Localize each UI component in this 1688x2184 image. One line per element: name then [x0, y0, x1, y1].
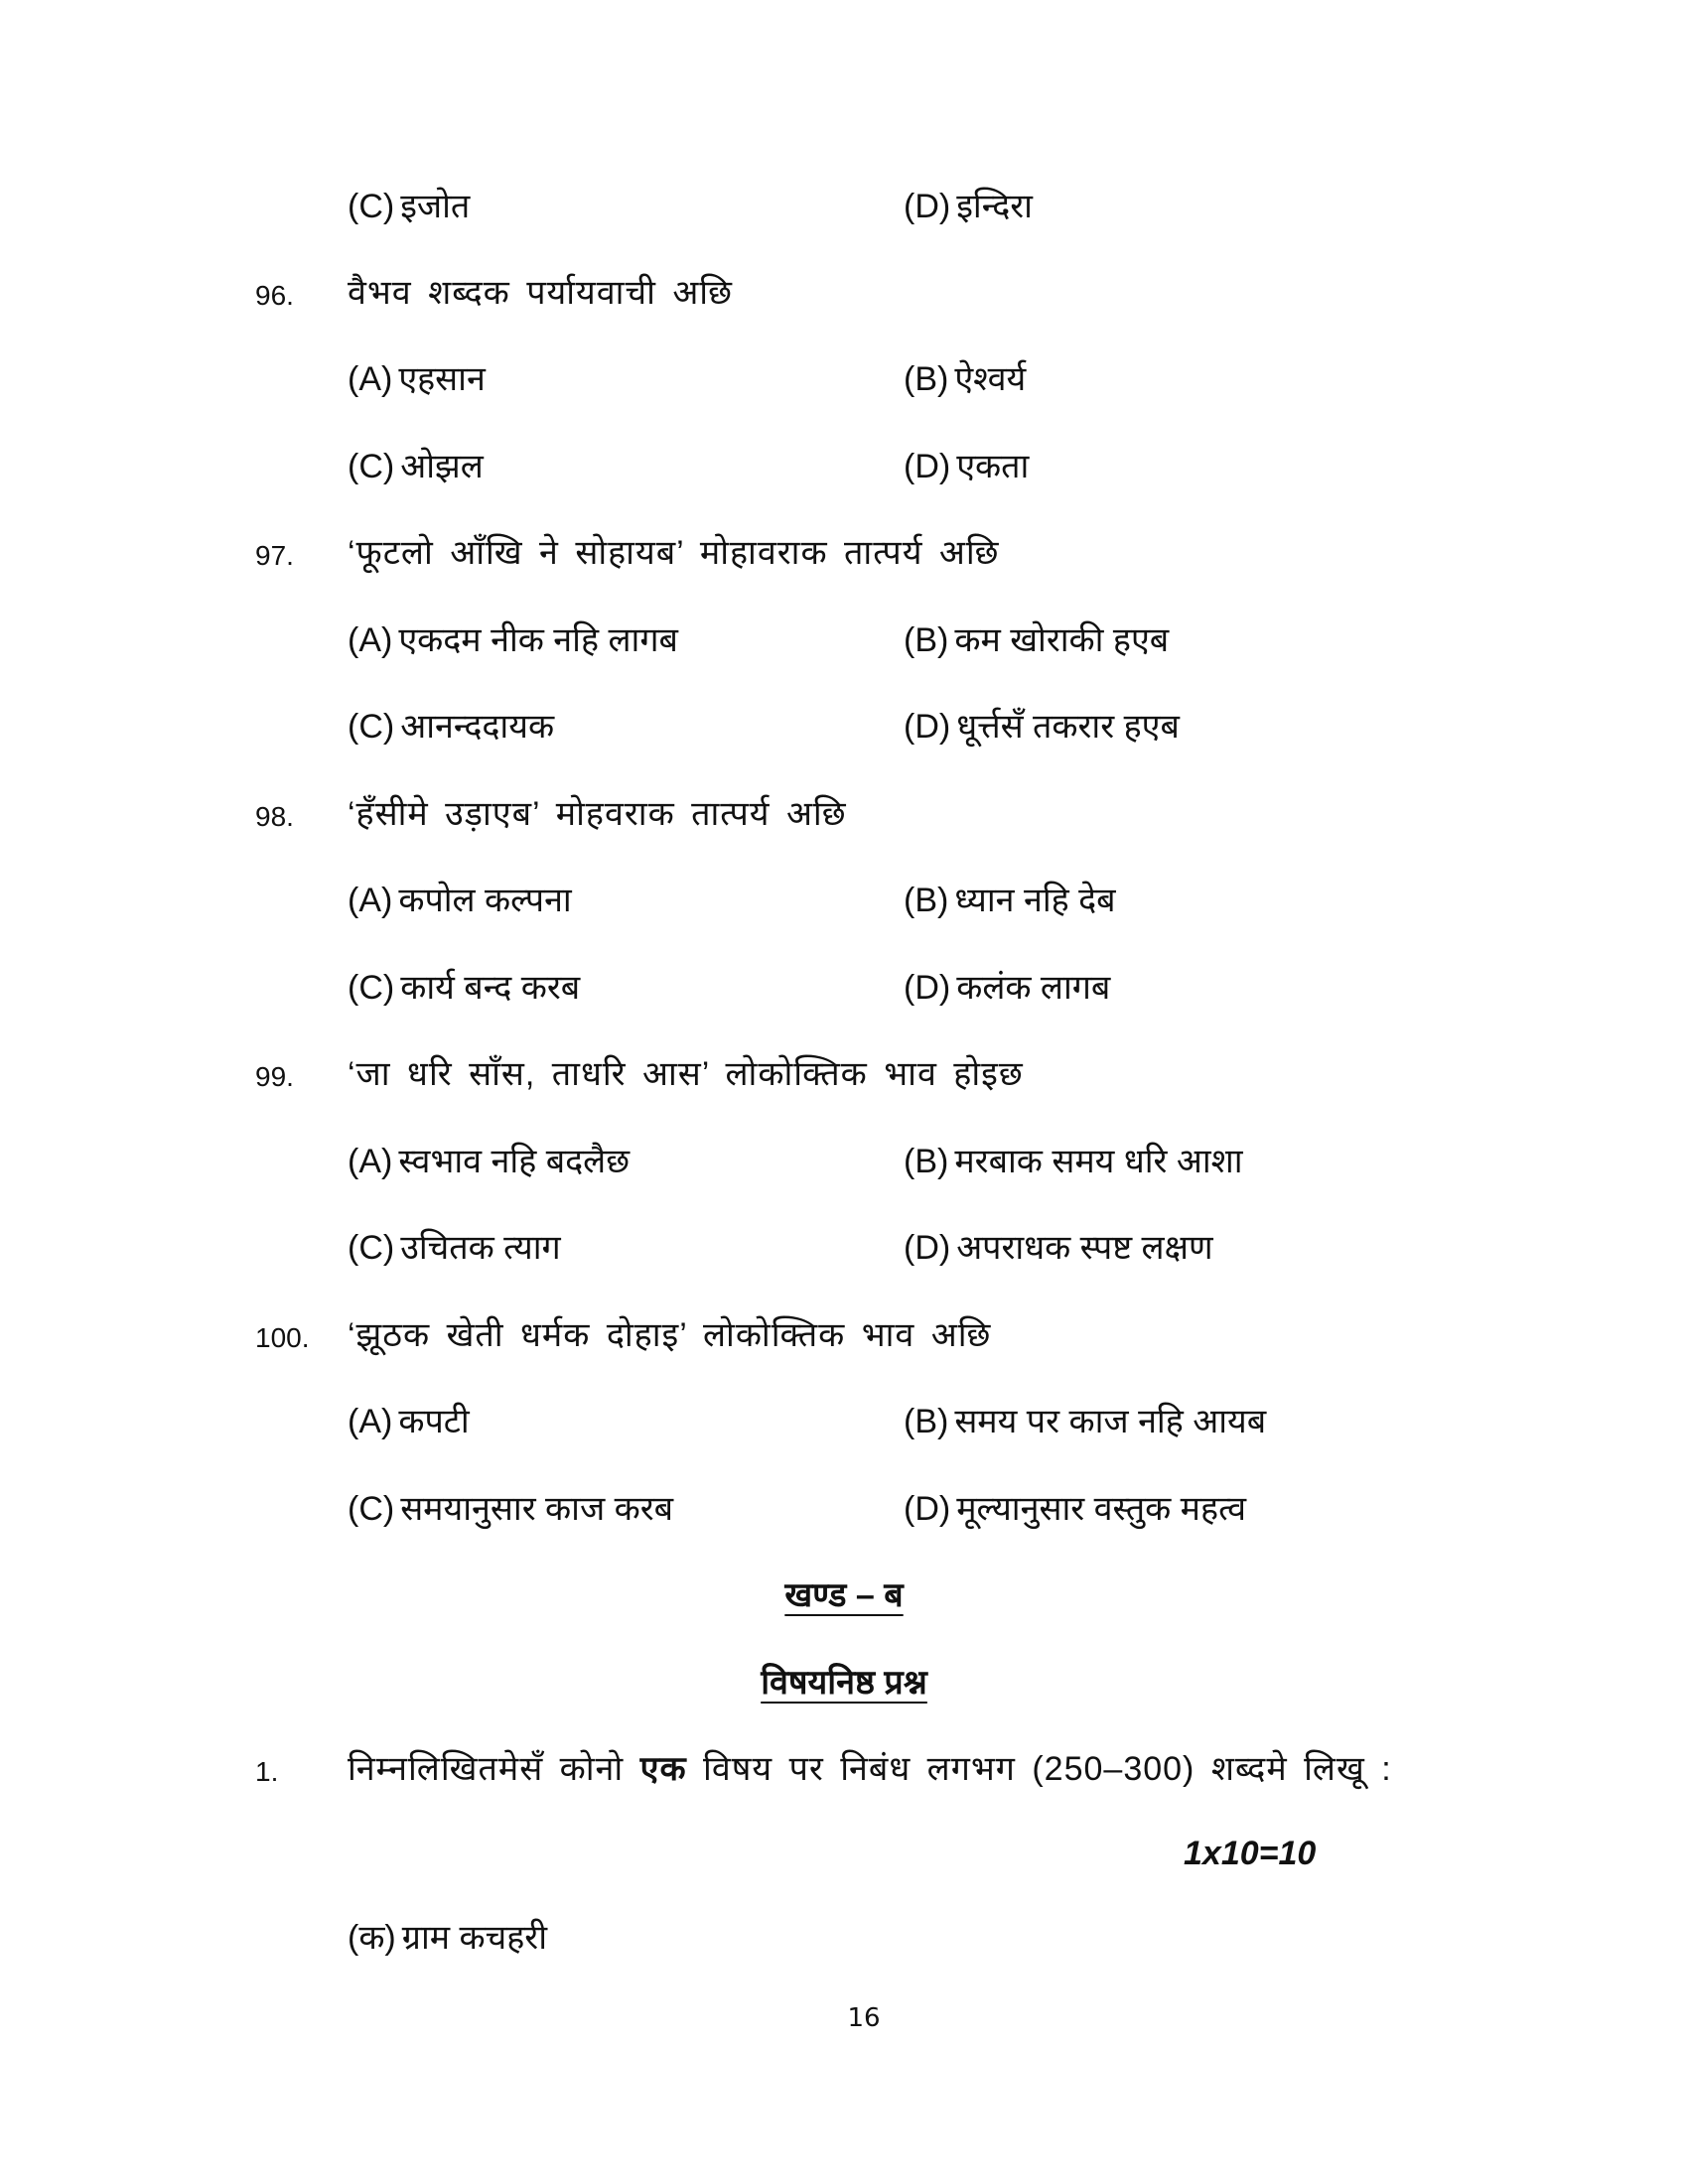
question-number: 97.: [255, 540, 294, 571]
option-text: कपोल कल्पना: [398, 882, 572, 919]
question-number: 96.: [255, 280, 294, 311]
option-a: [348, 879, 572, 922]
option-text: अपराधक स्पष्ट लक्षण: [956, 1229, 1213, 1267]
option-label: (C): [348, 1490, 395, 1528]
option-text: एकदम नीक नहि लागब: [398, 621, 678, 659]
option-text: एहसान: [398, 360, 486, 398]
option-text: मरबाक समय धरि आशा: [954, 1143, 1243, 1180]
option-label: (B): [904, 882, 949, 919]
essay-option: [348, 1916, 547, 1960]
option-b: [904, 618, 1169, 662]
option-label: (A): [348, 1143, 393, 1180]
option-c: [348, 445, 484, 488]
option-text: इन्दिरा: [956, 188, 1033, 225]
option-label: (C): [348, 1229, 395, 1267]
question-text-part: निम्नलिखितमेसँ कोनो: [348, 1750, 640, 1788]
option-label: (C): [348, 448, 395, 485]
option-label: (D): [904, 969, 951, 1007]
option-text: समयानुसार काज करब: [400, 1490, 674, 1528]
option-label: (A): [348, 621, 393, 659]
option-label: (D): [904, 188, 951, 225]
section-subtitle: [0, 1661, 1688, 1705]
option-text: स्वभाव नहि बदलैछ: [398, 1143, 631, 1180]
option-c: [348, 1487, 673, 1531]
option-a: [348, 618, 678, 662]
section-title: [0, 1573, 1688, 1617]
question-text-part: विषय पर निबंध लगभग (250–300) शब्दमे लिखू :: [686, 1750, 1392, 1788]
option-text: ओझल: [400, 448, 484, 485]
option-label: (C): [348, 708, 395, 746]
question-text: वैभव शब्दक पर्यायवाची अछि: [348, 274, 733, 312]
option-text: कार्य बन्द करब: [400, 969, 581, 1007]
option-text: उचितक त्याग: [400, 1229, 561, 1267]
option-d: [904, 705, 1180, 749]
marks-label: 1x10=10: [1184, 1835, 1317, 1872]
question-number: 99.: [255, 1061, 294, 1092]
option-text: आनन्ददायक: [400, 708, 555, 746]
option-text: ग्राम कचहरी: [401, 1919, 547, 1957]
question-number: 1.: [255, 1756, 279, 1787]
option-text: ऐश्वर्य: [954, 360, 1027, 398]
option-text: कपटी: [398, 1403, 470, 1440]
question-text: ‘फूटलो आँखि ने सोहायब’ मोहावराक तात्पर्य अछि: [348, 534, 1000, 572]
option-text: इजोत: [400, 188, 471, 225]
option-label: (A): [348, 1403, 393, 1440]
option-b: [904, 1140, 1243, 1183]
option-label: (B): [904, 621, 949, 659]
option-label: (D): [904, 1490, 951, 1528]
option-text: ध्यान नहि देब: [954, 882, 1116, 919]
page-number: 16: [847, 2003, 881, 2033]
question-text: ‘जा धरि साँस, ताधरि आस’ लोकोक्तिक भाव होइछ: [348, 1055, 1024, 1093]
option-label: (B): [904, 1143, 949, 1180]
question-text: ‘हँसीमे उड़ाएब’ मोहवराक तात्पर्य अछि: [348, 795, 847, 833]
option-c-prev: [348, 185, 470, 228]
question-number: 98.: [255, 801, 294, 832]
option-label: (B): [904, 360, 949, 398]
option-c: [348, 966, 580, 1010]
option-b: [904, 1400, 1266, 1443]
question-text: [348, 1747, 1392, 1791]
option-b: [904, 357, 1026, 401]
question-text: ‘झूठक खेती धर्मक दोहाइ’ लोकोक्तिक भाव अछि: [348, 1316, 992, 1354]
option-label: (A): [348, 882, 393, 919]
option-c: [348, 1226, 561, 1270]
section-title-text: खण्ड – ब: [784, 1576, 904, 1614]
question-number: 100.: [255, 1322, 310, 1353]
option-label: (D): [904, 1229, 951, 1267]
option-text: एकता: [956, 448, 1030, 485]
option-text: कम खोराकी हएब: [954, 621, 1170, 659]
option-a: [348, 357, 486, 401]
option-c: [348, 705, 554, 749]
option-label: (क): [348, 1919, 396, 1957]
option-d-prev: [904, 185, 1033, 228]
question-text-emphasis: एक: [639, 1750, 687, 1788]
option-d: [904, 1487, 1246, 1531]
option-d: [904, 1226, 1213, 1270]
option-text: समय पर काज नहि आयब: [954, 1403, 1267, 1440]
option-d: [904, 966, 1110, 1010]
option-a: [348, 1140, 630, 1183]
option-text: कलंक लागब: [956, 969, 1111, 1007]
option-d: [904, 445, 1029, 488]
option-text: मूल्यानुसार वस्तुक महत्व: [956, 1490, 1246, 1528]
section-subtitle-text: विषयनिष्ठ प्रश्न: [761, 1664, 927, 1702]
option-a: [348, 1400, 470, 1443]
option-b: [904, 879, 1116, 922]
option-label: (A): [348, 360, 393, 398]
option-label: (D): [904, 708, 951, 746]
option-label: (B): [904, 1403, 949, 1440]
option-text: धूर्त्तसँ तकरार हएब: [956, 708, 1180, 746]
option-label: (C): [348, 969, 395, 1007]
option-label: (C): [348, 188, 395, 225]
option-label: (D): [904, 448, 951, 485]
